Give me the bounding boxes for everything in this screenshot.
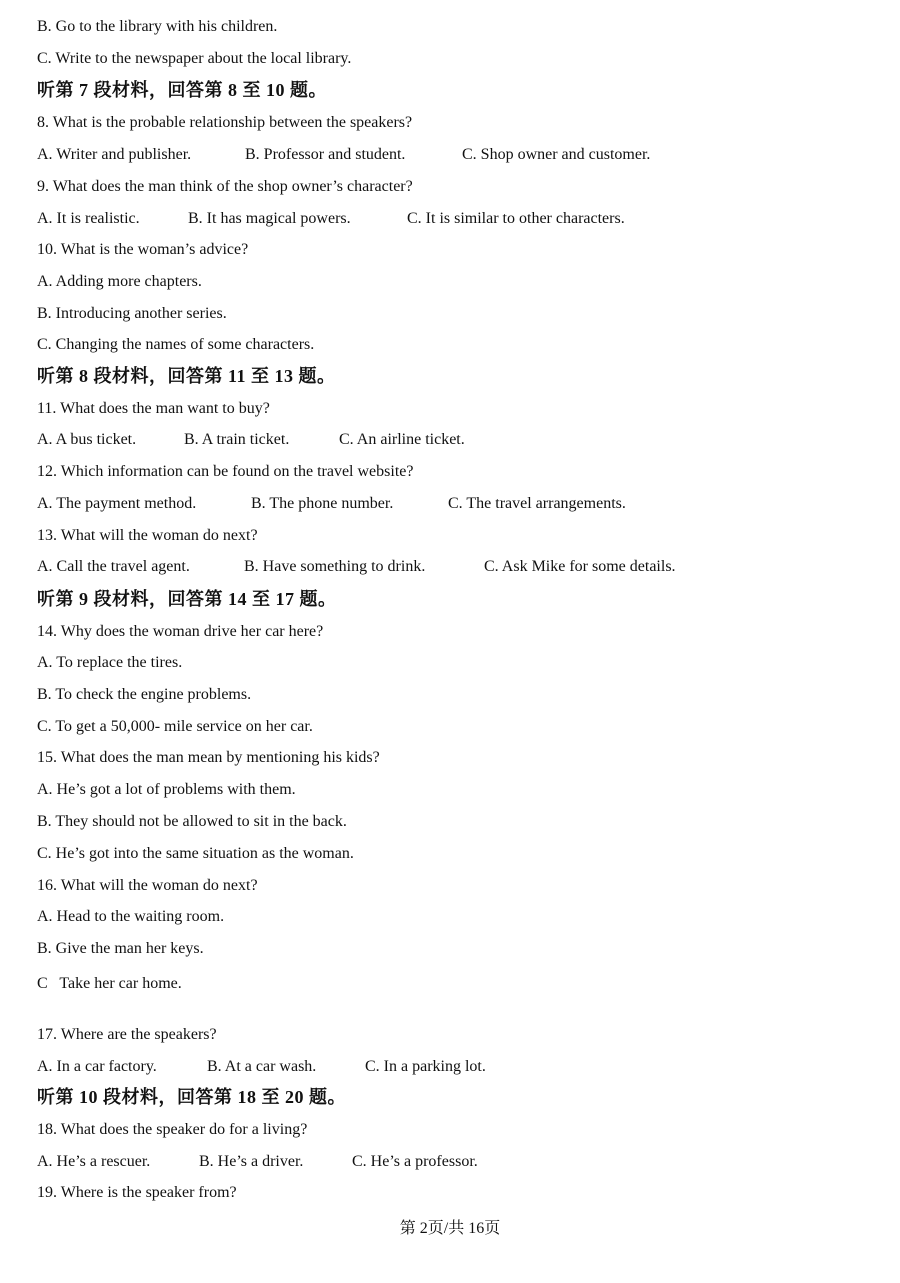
option-b: B. The phone number.: [251, 495, 394, 512]
question: 9. What does the man think of the shop owner’s character?: [37, 178, 413, 195]
option-line: B. Introducing another series.: [37, 305, 227, 322]
option-line: C. Changing the names of some characters.: [37, 336, 315, 353]
option-line: B. Go to the library with his children.: [37, 18, 278, 35]
option-line: C. Write to the newspaper about the local library.: [37, 50, 352, 67]
option-a: A. It is realistic.: [37, 210, 140, 227]
option-line: A. He’s got a lot of problems with them.: [37, 781, 296, 798]
options-row: [37, 209, 625, 229]
options-row: [37, 1152, 478, 1172]
option-line: B. Give the man her keys.: [37, 940, 204, 957]
options-row: [37, 557, 676, 577]
option-a: A. He’s a rescuer.: [37, 1153, 151, 1170]
question: 19. Where is the speaker from?: [37, 1184, 237, 1201]
question: 13. What will the woman do next?: [37, 527, 258, 544]
option-line: C. To get a 50,000- mile service on her car.: [37, 718, 313, 735]
question: 17. Where are the speakers?: [37, 1026, 217, 1043]
question: 16. What will the woman do next?: [37, 877, 258, 894]
question: 10. What is the woman’s advice?: [37, 241, 249, 258]
option-b: B. Have something to drink.: [244, 558, 426, 575]
option-a: A. Call the travel agent.: [37, 558, 190, 575]
option-b: B. It has magical powers.: [188, 210, 351, 227]
option-a: A. Writer and publisher.: [37, 146, 192, 163]
options-row: [37, 145, 650, 165]
option-c: C. The travel arrangements.: [448, 495, 626, 512]
question: 11. What does the man want to buy?: [37, 400, 270, 417]
section-heading: 听第 7 段材料，回答第 8 至 10 题。: [37, 80, 327, 100]
question: 12. Which information can be found on the travel website?: [37, 463, 414, 480]
option-a: A. A bus ticket.: [37, 431, 137, 448]
option-line: A. To replace the tires.: [37, 654, 183, 671]
question: 18. What does the speaker do for a living?: [37, 1121, 308, 1138]
option-c: C. It is similar to other characters.: [407, 210, 625, 227]
options-row: [37, 1057, 486, 1077]
option-a: A. In a car factory.: [37, 1058, 157, 1075]
question: 8. What is the probable relationship between the speakers?: [37, 114, 413, 131]
option-line: C Take her car home.: [37, 975, 182, 992]
page-number: 第 2页/共 16页: [399, 1220, 501, 1237]
option-line: A. Adding more chapters.: [37, 273, 202, 290]
option-line: B. They should not be allowed to sit in the back.: [37, 813, 347, 830]
question: 14. Why does the woman drive her car here?: [37, 623, 324, 640]
option-c: C. Ask Mike for some details.: [484, 558, 676, 575]
option-line: A. Head to the waiting room.: [37, 908, 225, 925]
option-line: B. To check the engine problems.: [37, 686, 252, 703]
option-b: B. He’s a driver.: [199, 1153, 304, 1170]
option-line: C. He’s got into the same situation as the woman.: [37, 845, 354, 862]
option-b: B. Professor and student.: [245, 146, 406, 163]
option-c: C. He’s a professor.: [352, 1153, 478, 1170]
section-heading: 听第 8 段材料，回答第 11 至 13 题。: [37, 366, 336, 386]
option-b: B. At a car wash.: [207, 1058, 317, 1075]
section-heading: 听第 9 段材料，回答第 14 至 17 题。: [37, 589, 337, 609]
options-row: [37, 430, 465, 450]
option-c: C. An airline ticket.: [339, 431, 465, 448]
options-row: [37, 494, 626, 514]
option-a: A. The payment method.: [37, 495, 197, 512]
question: 15. What does the man mean by mentioning his kids?: [37, 749, 380, 766]
option-b: B. A train ticket.: [184, 431, 290, 448]
section-heading: 听第 10 段材料，回答第 18 至 20 题。: [37, 1087, 346, 1107]
option-c: C. In a parking lot.: [365, 1058, 486, 1075]
option-c: C. Shop owner and customer.: [462, 146, 651, 163]
